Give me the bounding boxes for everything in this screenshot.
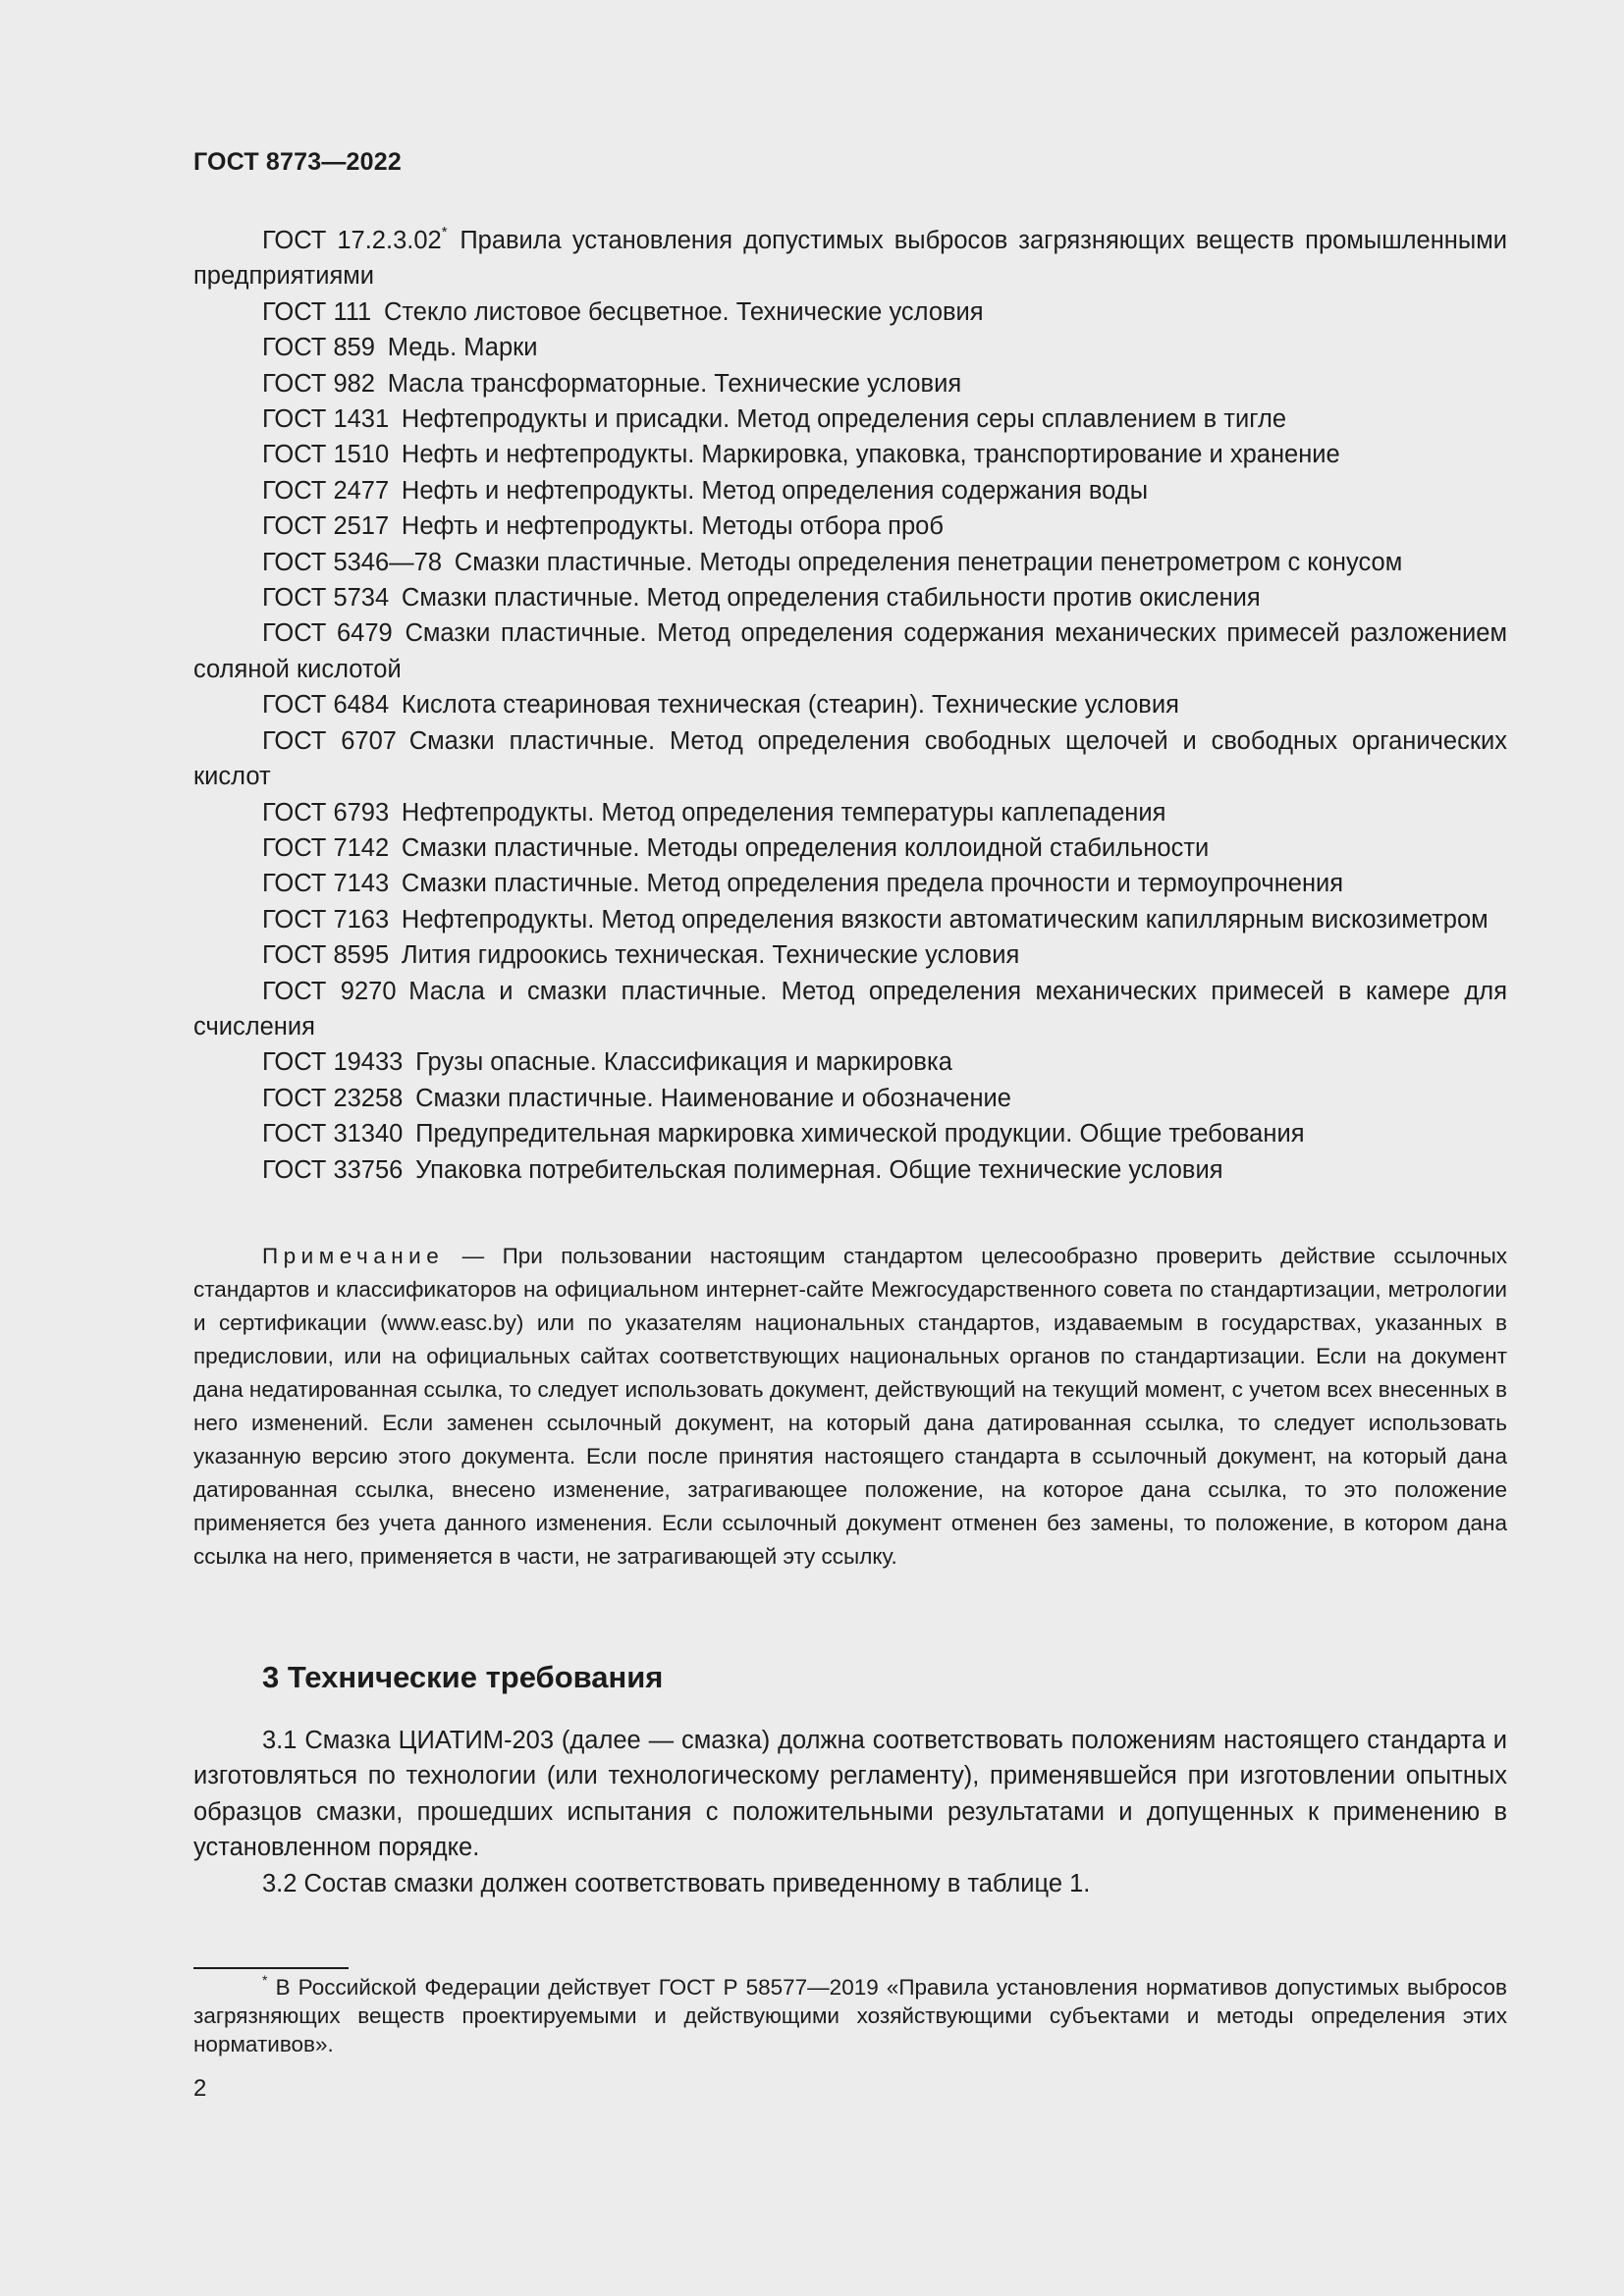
- reference-code: ГОСТ 33756: [262, 1155, 404, 1184]
- reference-title: Смазки пластичные. Метод определения стабильности против окисления: [401, 584, 1261, 613]
- reference-code: ГОСТ 2517: [262, 512, 390, 541]
- reference-title: Медь. Марки: [387, 334, 538, 362]
- reference-item: [193, 1081, 1507, 1116]
- reference-code: ГОСТ 8595: [262, 941, 390, 970]
- reference-title: Предупредительная маркировка химической продукции. Общие требования: [415, 1120, 1305, 1148]
- reference-code: ГОСТ 7142: [262, 833, 390, 862]
- reference-item: [193, 937, 1507, 973]
- reference-title: Смазки пластичные. Методы определения коллоидной стабильности: [401, 833, 1210, 862]
- reference-code: ГОСТ 17.2.3.02: [262, 227, 442, 254]
- reference-code: ГОСТ 859: [262, 334, 375, 362]
- reference-item: [193, 545, 1507, 580]
- reference-title: Нефтепродукты. Метод определения температуры каплепадения: [401, 798, 1166, 827]
- reference-code: ГОСТ 6484: [262, 691, 390, 720]
- references-note: [193, 1240, 1507, 1574]
- section-3-body: [193, 1723, 1507, 1901]
- page-number: 2: [193, 2075, 207, 2102]
- reference-item: [193, 473, 1507, 508]
- reference-item: [193, 294, 1507, 330]
- reference-item: [193, 723, 1507, 795]
- reference-item: [193, 615, 1507, 687]
- reference-title: Упаковка потребительская полимерная. Общие технические условия: [415, 1155, 1223, 1184]
- reference-code: ГОСТ 5346—78: [262, 548, 443, 576]
- reference-title: Лития гидроокись техническая. Технические условия: [401, 941, 1020, 970]
- note-label: Примечание: [262, 1244, 445, 1268]
- reference-code: ГОСТ 6707: [262, 726, 397, 755]
- reference-item: [193, 437, 1507, 472]
- reference-title: Стекло листовое бесцветное. Технические условия: [383, 297, 984, 326]
- reference-code: ГОСТ 9270: [262, 977, 397, 1005]
- reference-code: ГОСТ 23258: [262, 1084, 404, 1112]
- reference-title: Нефть и нефтепродукты. Метод определения содержания воды: [401, 476, 1149, 505]
- reference-code: ГОСТ 982: [262, 369, 375, 398]
- note-text: — При пользовании настоящим стандартом целесообразно проверить действие ссылочных стандартов и классификаторов на официальном интернет-сайте Межгосударственного совета по стандартизации, метрологии и сертификации (www.easc.by) или по указателям национальных стандартов, издаваемым в государствах, указанных в предисловии, или на официальных сайтах соответствующих национальных органов по стандартизации. Если на документ дана недатированная ссылка, то следует использовать документ, действующий на текущий момент, с учетом всех внесенных в него изменений. Если заменен ссылочный документ, на который дана датированная ссылка, то следует использовать указанную версию этого документа. Если после принятия настоящего стандарта в ссылочный документ, на который дана датированная ссылка, внесено изменение, затрагивающее положение, на которое дана ссылка, то это положение применяется без учета данного изменения. Если ссылочный документ отменен без замены, то положение, в котором дана ссылка на него, применяется в части, не затрагивающей эту ссылку.: [193, 1244, 1507, 1569]
- reference-code: ГОСТ 111: [262, 297, 372, 326]
- reference-item: [193, 1152, 1507, 1188]
- reference-item: [193, 830, 1507, 866]
- document-page: [193, 0, 1507, 2296]
- reference-title: Нефтепродукты. Метод определения вязкости автоматическим капиллярным вискозиметром: [401, 905, 1489, 934]
- reference-title: Масла трансформаторные. Технические условия: [387, 369, 962, 398]
- reference-code: ГОСТ 5734: [262, 584, 390, 613]
- footnote: [193, 1973, 1507, 2058]
- reference-item: [193, 223, 1507, 294]
- reference-title: Нефтепродукты и присадки. Метод определения серы сплавлением в тигле: [401, 405, 1287, 434]
- reference-code: ГОСТ 7163: [262, 905, 390, 934]
- reference-code: ГОСТ 1510: [262, 441, 390, 469]
- reference-code: ГОСТ 19433: [262, 1048, 404, 1077]
- reference-title: Смазки пластичные. Метод определения содержания механических примесей разложением соляной кислотой: [193, 619, 1507, 683]
- reference-item: [193, 687, 1507, 722]
- reference-footnote-mark: *: [441, 223, 448, 240]
- reference-code: ГОСТ 6479: [262, 619, 393, 648]
- reference-title: Кислота стеариновая техническая (стеарин). Технические условия: [401, 691, 1179, 720]
- reference-item: [193, 330, 1507, 365]
- footnote-mark: *: [262, 1971, 268, 1988]
- reference-code: ГОСТ 31340: [262, 1120, 404, 1148]
- section-3-title: 3 Технические требования: [262, 1660, 664, 1694]
- reference-item: [193, 1116, 1507, 1151]
- reference-item: [193, 580, 1507, 615]
- reference-item: [193, 366, 1507, 401]
- footnote-text: В Российской Федерации действует ГОСТ Р 58577—2019 «Правила установления нормативов допустимых выбросов загрязняющих веществ проектируемыми и действующими хозяйствующими субъектами и методы определения этих нормативов».: [193, 1975, 1507, 2056]
- reference-item: [193, 902, 1507, 937]
- reference-title: Смазки пластичные. Методы определения пенетрации пенетрометром с конусом: [454, 548, 1403, 576]
- normative-references-list: [193, 223, 1507, 1188]
- reference-item: [193, 508, 1507, 544]
- reference-item: [193, 401, 1507, 437]
- reference-title: Смазки пластичные. Метод определения свободных щелочей и свободных органических кислот: [193, 726, 1507, 791]
- footnote-separator: [193, 1967, 349, 1969]
- reference-code: ГОСТ 2477: [262, 476, 390, 505]
- reference-title: Правила установления допустимых выбросов загрязняющих веществ промышленными предприятиями: [193, 227, 1507, 291]
- reference-code: ГОСТ 6793: [262, 798, 390, 827]
- reference-title: Смазки пластичные. Наименование и обозначение: [415, 1084, 1011, 1112]
- reference-item: [193, 866, 1507, 901]
- reference-item: [193, 974, 1507, 1045]
- reference-title: Смазки пластичные. Метод определения предела прочности и термоупрочнения: [401, 870, 1344, 898]
- reference-title: Масла и смазки пластичные. Метод определения механических примесей в камере для счисления: [193, 977, 1507, 1041]
- document-header-code: ГОСТ 8773—2022: [193, 148, 402, 176]
- reference-code: ГОСТ 1431: [262, 405, 390, 434]
- reference-title: Нефть и нефтепродукты. Методы отбора проб: [401, 512, 944, 541]
- reference-code: ГОСТ 7143: [262, 870, 390, 898]
- reference-item: [193, 1044, 1507, 1080]
- reference-title: Грузы опасные. Классификация и маркировка: [415, 1048, 952, 1077]
- reference-title: Нефть и нефтепродукты. Маркировка, упаковка, транспортирование и хранение: [401, 441, 1340, 469]
- paragraph-3-1: 3.1 Смазка ЦИАТИМ-203 (далее — смазка) должна соответствовать положениям настоящего стандарта и изготовляться по технологии (или технологическому регламенту), применявшейся при изготовлении опытных образцов смазки, прошедших испытания с положительными результатами и допущенных к применению в установленном порядке.: [193, 1727, 1507, 1862]
- reference-item: [193, 795, 1507, 830]
- paragraph-3-2: 3.2 Состав смазки должен соответствовать приведенному в таблице 1.: [262, 1869, 1091, 1897]
